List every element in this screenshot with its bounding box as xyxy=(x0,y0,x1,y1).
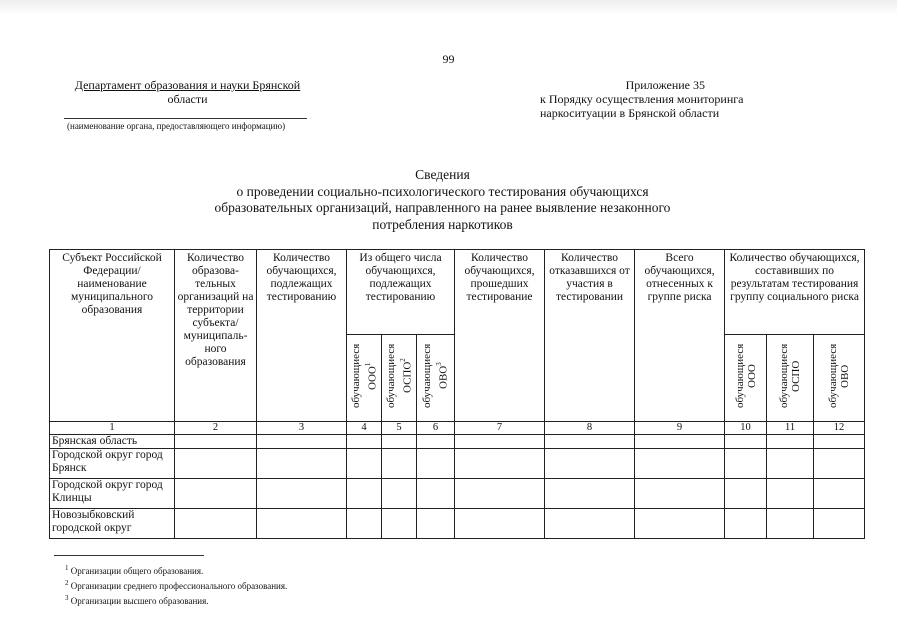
row-subject: Городской округ город Брянск xyxy=(50,449,175,479)
report-table xyxy=(49,249,865,539)
column-number: 5 xyxy=(382,422,417,435)
appendix-line-2: наркоситуации в Брянской области xyxy=(540,106,720,120)
appendix-line-1: к Порядку осуществления мониторинга xyxy=(540,92,744,106)
row-subject: Брянская область xyxy=(50,435,175,449)
department-caption: (наименование органа, предоставляющего информацию) xyxy=(67,121,286,131)
header-org-count: Количество образова-тельных организаций на территории субъекта/ муниципаль-ного образования xyxy=(175,250,257,422)
department-line-1: Департамент образования и науки Брянской xyxy=(74,78,301,92)
footnote-rule xyxy=(54,555,204,556)
table-row xyxy=(50,449,865,479)
header-risk-group: Количество обучающихся, составивших по результатам тестирования группу социального риска xyxy=(725,250,865,335)
document-heading xyxy=(150,167,735,233)
department-underline xyxy=(64,118,307,119)
footnote-1: $^1$ Организации общего образования. xyxy=(65,564,204,576)
header-students-to-test: Количество обучающихся, подлежащих тестированию xyxy=(257,250,347,422)
row-subject: Городской округ город Клинцы xyxy=(50,479,175,509)
row-subject: Новозыбковский городской округ xyxy=(50,509,175,539)
footnote-3: $^3$ Организации высшего образования. xyxy=(65,594,209,606)
heading-line-4: потребления наркотиков xyxy=(372,216,513,232)
table-row xyxy=(50,509,865,539)
header-refused: Количество отказавшихся от участия в тестировании xyxy=(545,250,635,422)
column-numbers-row xyxy=(50,422,865,435)
column-number: 1 xyxy=(50,422,175,435)
heading-line-3: образовательных организаций, направленного на ранее выявление незаконного xyxy=(214,200,671,215)
column-number: 12 xyxy=(814,422,865,435)
subheader-risk-ooo: обучающиеся ООО xyxy=(725,335,767,422)
appendix-title: Приложение 35 xyxy=(625,78,705,92)
subheader-ospo: обучающиеся ОСПО$^2$ xyxy=(382,335,417,422)
column-number: 10 xyxy=(725,422,767,435)
header-subject: Субъект Российской Федерации/ наименование муниципального образования xyxy=(50,250,175,422)
header-tested: Количество обучающихся, прошедших тестирование xyxy=(455,250,545,422)
table-row xyxy=(50,435,865,449)
column-number: 3 xyxy=(257,422,347,435)
header-row-1 xyxy=(50,250,865,335)
heading-line-2: о проведении социально-психологического тестирования обучающихся xyxy=(236,183,649,199)
column-number: 6 xyxy=(417,422,455,435)
scan-top-edge xyxy=(0,0,897,14)
footnote-2: $^2$ Организации среднего профессионального образования. xyxy=(65,579,288,591)
department-line-2: области xyxy=(167,92,208,106)
column-number: 7 xyxy=(455,422,545,435)
heading-line-1: Сведения xyxy=(415,167,470,182)
page-number: 99 xyxy=(442,52,455,66)
column-number: 9 xyxy=(635,422,725,435)
subheader-ovo: обучающиеся ОВО$^3$ xyxy=(417,335,455,422)
subheader-risk-ospo: обучающиеся ОСПО xyxy=(767,335,814,422)
column-number: 8 xyxy=(545,422,635,435)
appendix-block xyxy=(540,78,800,120)
footnotes xyxy=(65,562,287,607)
header-risk-total: Всего обучающихся, отнесенных к группе риска xyxy=(635,250,725,422)
subheader-ooo: обучающиеся ООО$^1$ xyxy=(347,335,382,422)
column-number: 2 xyxy=(175,422,257,435)
department-name xyxy=(55,78,320,106)
table-row xyxy=(50,479,865,509)
column-number: 4 xyxy=(347,422,382,435)
subheader-risk-ovo: обучающиеся ОВО xyxy=(814,335,865,422)
column-number: 11 xyxy=(767,422,814,435)
header-of-total: Из общего числа обучающихся, подлежащих тестированию xyxy=(347,250,455,335)
